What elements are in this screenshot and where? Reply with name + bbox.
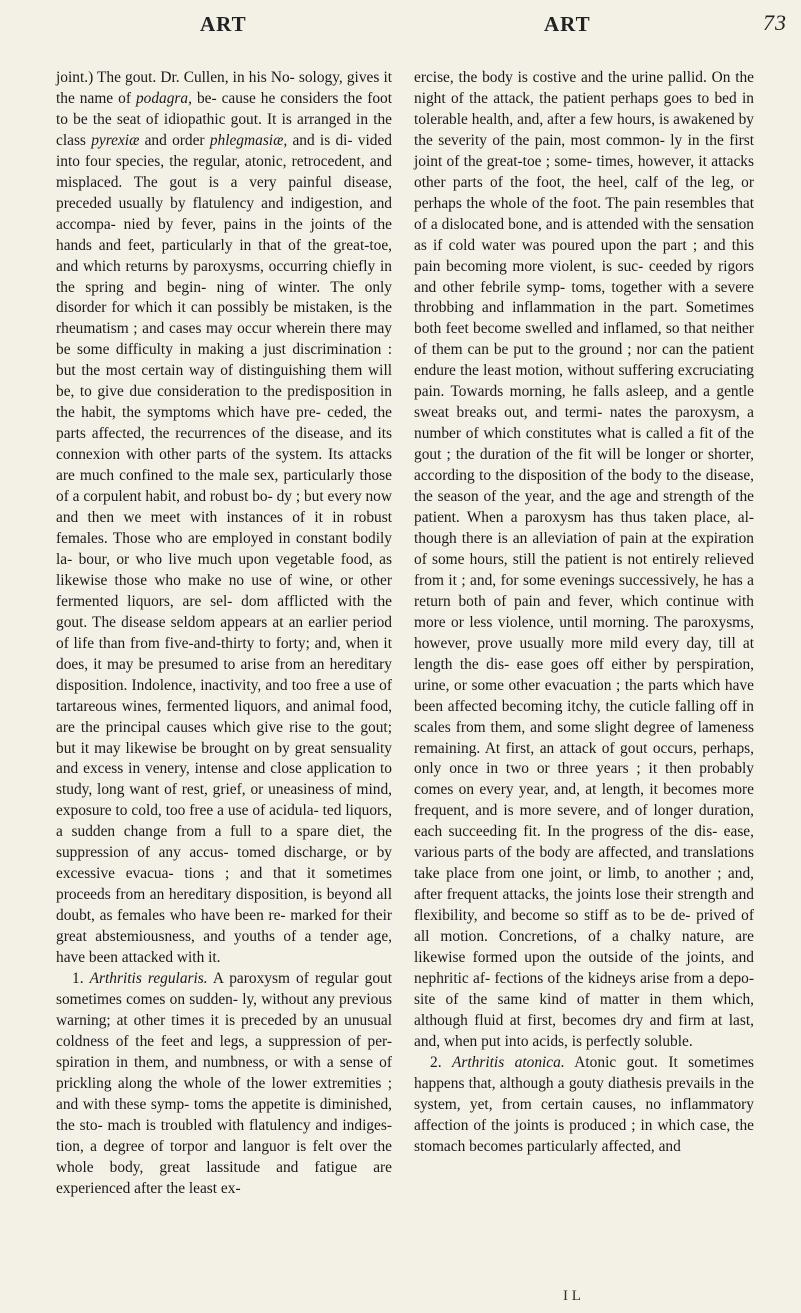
- left-column: [56, 68, 392, 1199]
- text-run: A paroxysm of regular gout sometimes comes on sudden- ly, without any previous warning; at other times it is preceded by an unusual coldness of the feet and legs, a suppression of per- spiration in them, and numbness, or with a sense of prickling along the whole of the lower extremities ; and with these symp- toms the appetite is diminished, the sto- mach is troubled with flatulency and indiges- tion, a degree of torpor and languor is felt over the whole body, great lassitude and fatigue are experienced after the least ex-: [56, 969, 392, 1197]
- text-run: be- cause he considers the foot to be the seat of idiopathic gout. It is arranged in the class: [56, 89, 392, 149]
- page-number: 73: [763, 10, 787, 35]
- right-column: [414, 68, 754, 1158]
- paragraph-paroxysm: [414, 68, 754, 1053]
- printer-signature: I L: [563, 1288, 581, 1304]
- italic-term: pyrexiæ: [91, 131, 140, 149]
- text-run: ercise, the body is costive and the urine pallid. On the night of the attack, the patient perhaps goes to bed in tolerable health, and, after a few hours, is awakened by the severity of the pain, most common- ly in the first joint of the great-toe ; some- times, however, it attacks other parts of the foot, the heel, calf of the leg, or perhaps the whole of the foot. The pain resembles that of a dislocated bone, and is attended with the sensation as if cold water was poured upon the part ; and this pain becoming more violent, is suc- ceeded by rigors and other febrile symp- toms, together with a severe throbbing and inflammation in the part. Sometimes both feet become swelled and inflamed, so that neither of them can be put to the ground ; nor can the patient endure the least motion, without suffering excruciating pain. Towards morning, he falls asleep, and a gentle sweat breaks out, and termi- nates the paroxysm, a number of which constitutes what is called a fit of the gout ; the duration of the fit will be longer or shorter, according to the disposition of the body to the disease, the season of the year, and the age and strength of the patient. When a paroxysm has thus taken place, al- though there is an alleviation of pain at the expiration of some hours, still the patient is not entirely relieved from it ; and, for some evenings successively, he has a return both of pain and fever, which continue with more or less violence, until morning. The paroxysms, however, prove usually more mild every day, till at length the dis- ease goes off either by perspiration, urine, or some other evacuation ; the parts which have been affected becoming itchy, the cuticle falling off in scales from them, and some slight degree of lameness remaining. At first, an attack of gout occurs, perhaps, only once in two or three years ; it then probably comes on every year, and, at length, it becomes more frequent, and is more severe, and of longer duration, each succeeding fit. In the progress of the dis- ease, various parts of the body are affected, and translations take place from one joint, or limb, to another ; and, after frequent attacks, the joints lose their strength and flexibility, and become so stiff as to be de- prived of all motion. Concretions, of a chalky nature, are likewise formed upon the outside of the joints, and nephritic af- fections of the kidneys arise from a depo- site of the same kind of matter in them which, although fluid at first, becomes dry and firm at last, and, when put into acids, is perfectly soluble.: [414, 69, 754, 1050]
- running-head-right: ART: [544, 12, 591, 36]
- italic-heading: Arthritis regularis.: [89, 969, 208, 987]
- text-run: Atonic gout. It sometimes happens that, although a gouty diathesis prevails in the system, yet, from certain causes, no inflammatory affection of the joints is produced ; in which case, the stomach becomes particularly affected, and: [414, 1053, 755, 1155]
- list-number: 1.: [72, 969, 90, 987]
- paragraph-arthritis-atonica: [414, 1053, 754, 1158]
- paragraph-arthritis-regularis: [56, 969, 392, 1199]
- paragraph-gout-definition: [56, 68, 392, 969]
- text-run: joint.) The gout. Dr. Cullen, in his No- sology, gives it the name of: [56, 69, 392, 107]
- text-run: and is di- vided into four species, the regular, atonic, retrocedent, and misplaced. The gout is a very painful disease, preceded usually by flatulency and indigestion, and accompa- nied by fever, pains in the joints of the hands and feet, particularly in that of the great-toe, and which returns by paroxysms, occurring chiefly in the spring and begin- ning of winter. The only disorder for which it can possibly be mistaken, is the rheumatism ; and cases may occur wherein there may be some difficulty in making a just discrimination : but the most certain way of distinguishing them will be, to give due consideration to the predisposition in the habit, the symptoms which have pre- ceded, the parts affected, the recurrences of the disease, and its connexion with other parts of the system. Its attacks are much confined to the male sex, particularly those of a corpulent habit, and robust bo- dy ; but every now and then we meet with instances of it in robust females. Those who are employed in constant bodily la- bour, or who live much upon vegetable food, as likewise those who make no use of wine, or other fermented liquors, are sel- dom afflicted with the gout. The disease seldom appears at an earlier period of life than from five-and-thirty to forty; and, when it does, it may be presumed to arise from an hereditary disposition. Indolence, inactivity, and too free a use of tartareous wines, fermented liquors, and animal food, are the principal causes which give rise to the gout; but it may likewise be brought on by great sensuality and excess in venery, intense and close application to study, long want of rest, grief, or uneasiness of mind, exposure to cold, too free a use of acidula- ted liquors, a sudden change from a full to a spare diet, the suppression of any accus- tomed discharge, or by excessive evacua- tions ; and that it sometimes proceeds from an hereditary disposition, is beyond all doubt, as females who have been re- marked for their great abstemiousness, and youths of a tender age, have been attacked with it.: [56, 131, 393, 967]
- italic-term: podagra,: [135, 89, 192, 107]
- text-run: and order: [139, 131, 210, 149]
- running-head-left: ART: [200, 12, 247, 36]
- italic-heading: Arthritis atonica.: [452, 1053, 565, 1071]
- italic-term: phlegmasiæ,: [209, 131, 288, 149]
- list-number: 2.: [430, 1053, 453, 1071]
- running-head: [0, 8, 801, 48]
